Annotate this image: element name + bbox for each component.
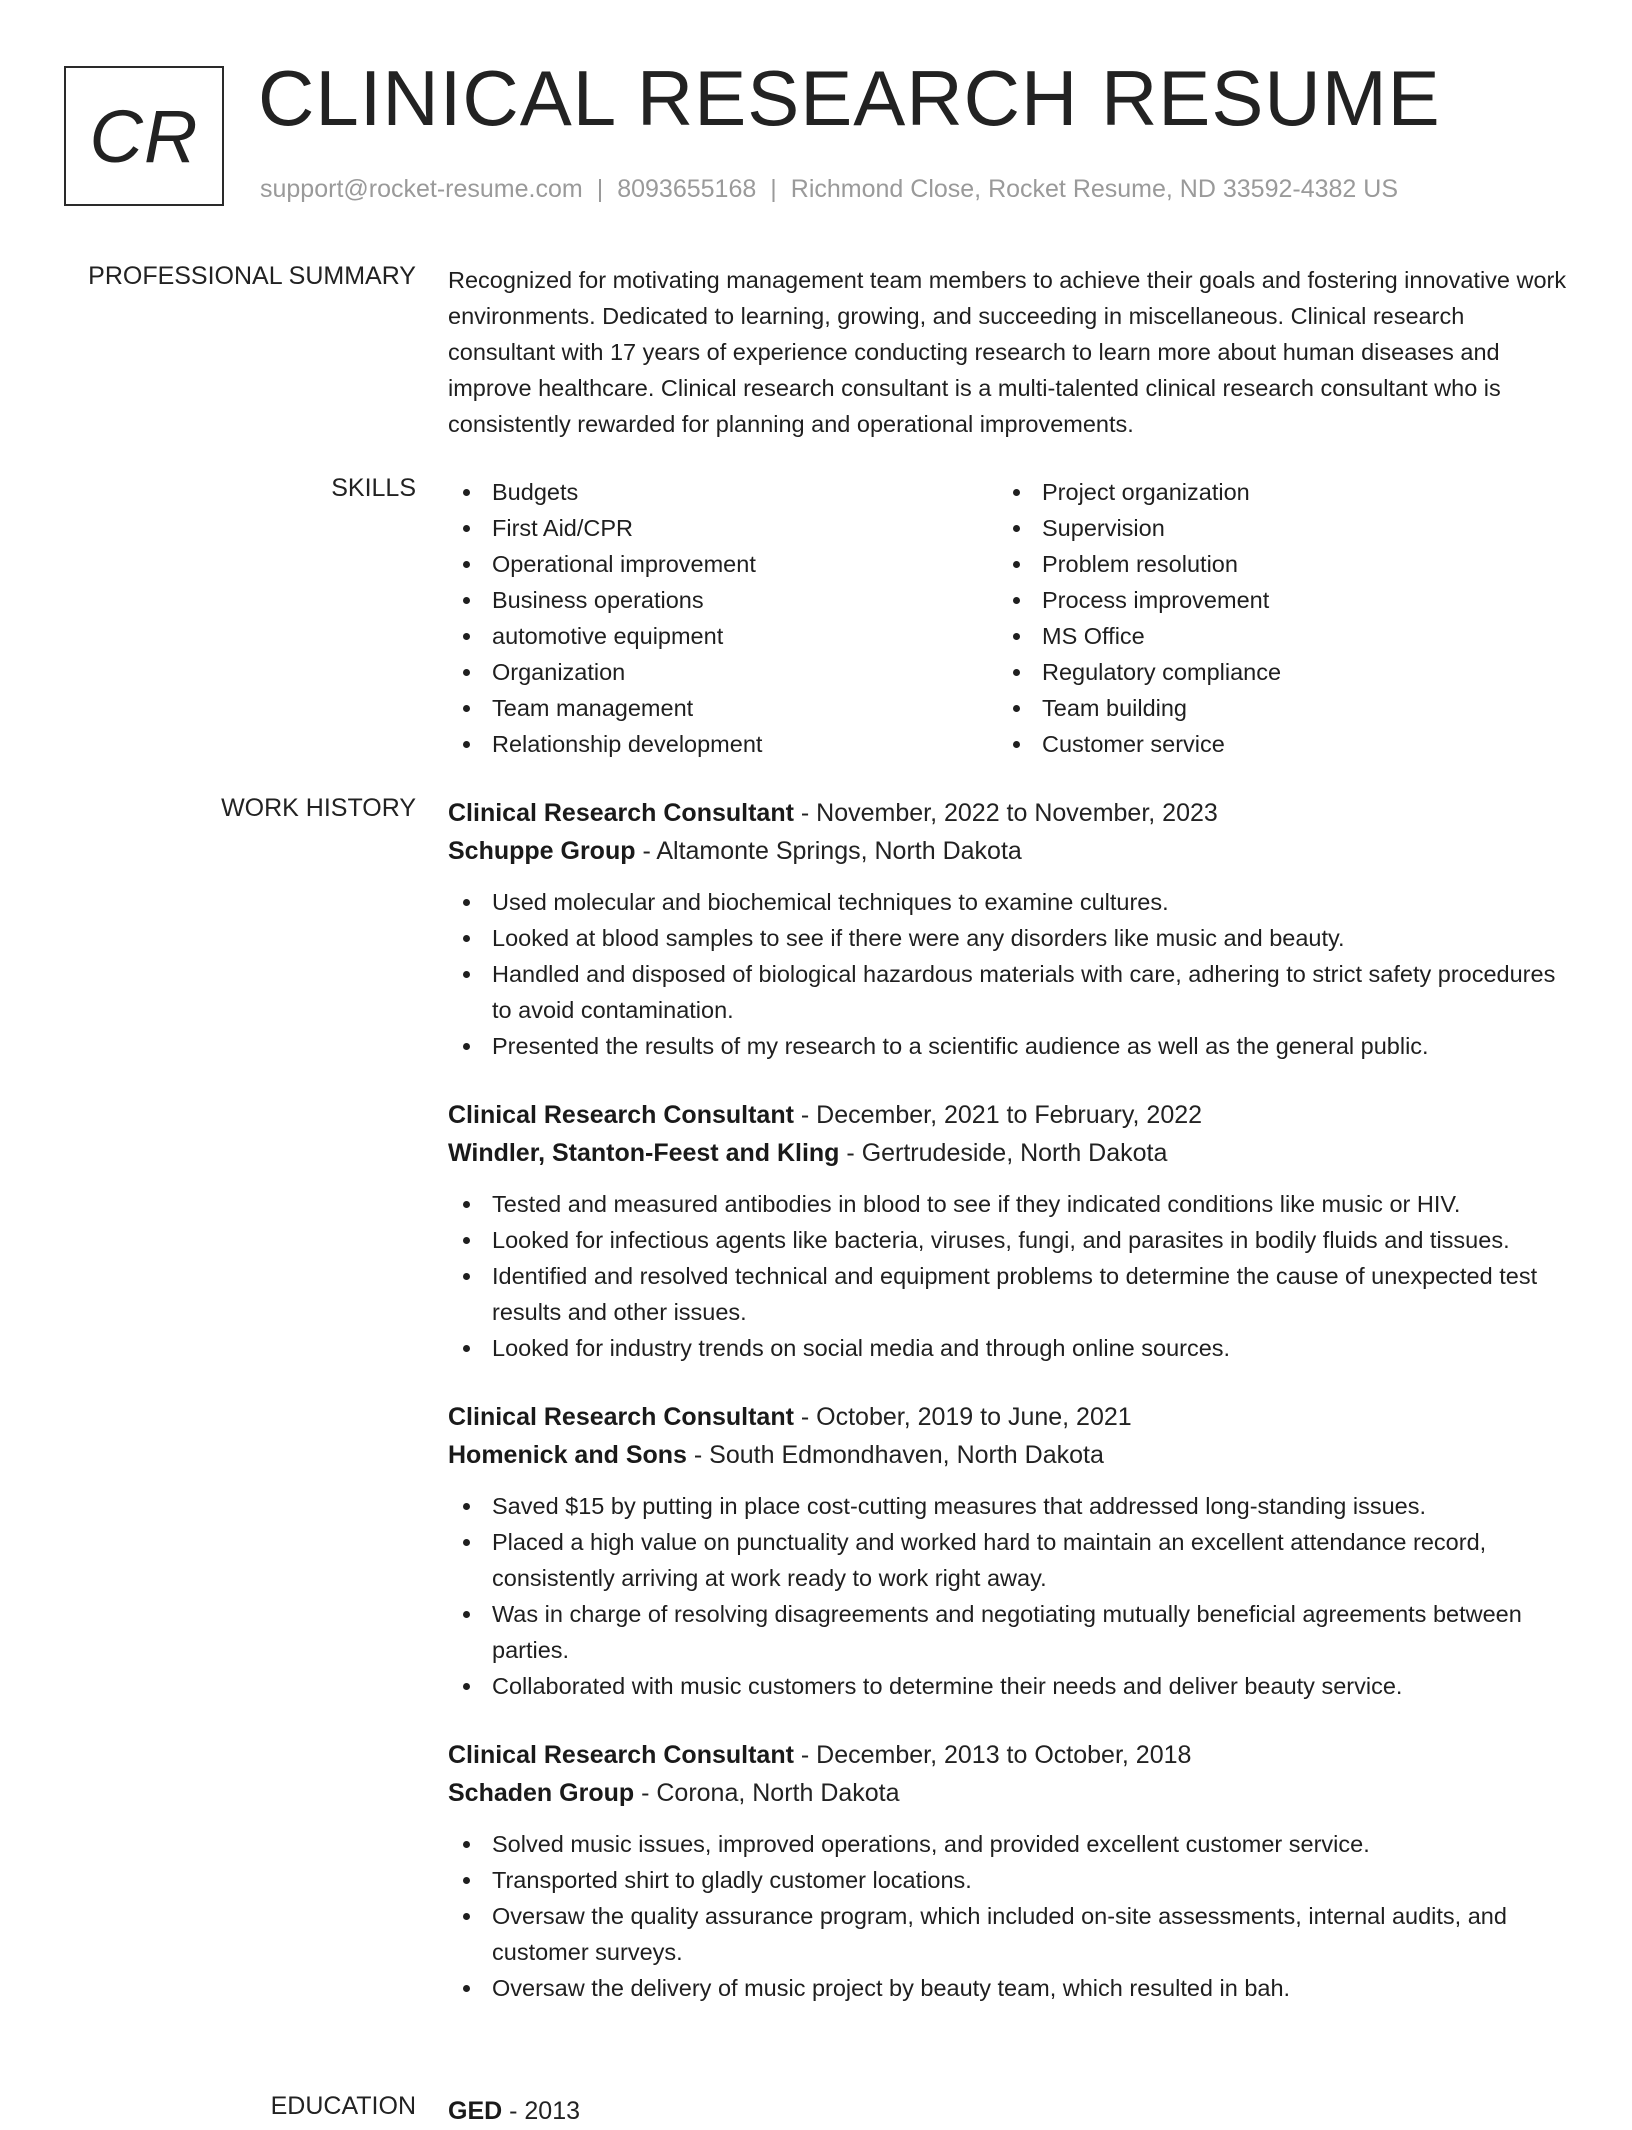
education-degree: GED bbox=[448, 2097, 503, 2125]
job-title: Clinical Research Consultant bbox=[448, 1741, 794, 1769]
job-entry bbox=[448, 794, 1568, 1064]
contact-email: support@rocket-resume.com bbox=[260, 175, 583, 203]
education-label: EDUCATION bbox=[270, 2092, 416, 2120]
job-title: Clinical Research Consultant bbox=[448, 1101, 794, 1129]
resume-title: CLINICAL RESEARCH RESUME bbox=[258, 54, 1441, 142]
skill-item: Regulatory compliance bbox=[998, 654, 1548, 690]
job-company-line: Schaden Group - Corona, North Dakota bbox=[448, 1779, 900, 1807]
job-title-line: Clinical Research Consultant - November, 2022 to November, 2023 bbox=[448, 799, 1218, 827]
job-bullet: Used molecular and biochemical techniques to examine cultures. bbox=[448, 884, 1568, 920]
job-dates: December, 2013 to October, 2018 bbox=[816, 1741, 1192, 1769]
skill-item: MS Office bbox=[998, 618, 1548, 654]
job-entry bbox=[448, 1398, 1568, 1704]
job-bullet: Looked for industry trends on social media and through online sources. bbox=[448, 1330, 1568, 1366]
skill-item: Supervision bbox=[998, 510, 1548, 546]
skill-item: First Aid/CPR bbox=[448, 510, 998, 546]
skill-item: Process improvement bbox=[998, 582, 1548, 618]
contact-separator: | bbox=[770, 175, 777, 203]
job-location: Altamonte Springs, North Dakota bbox=[656, 837, 1022, 865]
job-title-line: Clinical Research Consultant - December, 2021 to February, 2022 bbox=[448, 1101, 1203, 1129]
skill-item: Relationship development bbox=[448, 726, 998, 762]
job-dates: November, 2022 to November, 2023 bbox=[816, 799, 1218, 827]
monogram-badge bbox=[64, 66, 224, 206]
skill-item: Team building bbox=[998, 690, 1548, 726]
job-bullet: Looked at blood samples to see if there were any disorders like music and beauty. bbox=[448, 920, 1568, 956]
job-title-line: Clinical Research Consultant - October, 2019 to June, 2021 bbox=[448, 1403, 1132, 1431]
skills-column-left bbox=[448, 474, 998, 762]
work-history-label: WORK HISTORY bbox=[221, 794, 416, 822]
skill-item: Operational improvement bbox=[448, 546, 998, 582]
contact-address: Richmond Close, Rocket Resume, ND 33592-4382 US bbox=[790, 175, 1398, 203]
job-bullet: Was in charge of resolving disagreements and negotiating mutually beneficial agreements between parties. bbox=[448, 1596, 1568, 1668]
job-company: Schuppe Group bbox=[448, 837, 636, 865]
work-history-body bbox=[448, 794, 1568, 2038]
job-company-line: Schuppe Group - Altamonte Springs, North Dakota bbox=[448, 837, 1022, 865]
job-entry bbox=[448, 1096, 1568, 1366]
job-bullet: Oversaw the delivery of music project by beauty team, which resulted in bah. bbox=[448, 1970, 1568, 2006]
skill-item: Team management bbox=[448, 690, 998, 726]
job-bullet: Solved music issues, improved operations, and provided excellent customer service. bbox=[448, 1826, 1568, 1862]
job-bullet: Handled and disposed of biological hazardous materials with care, adhering to strict safety procedures to avoid contamination. bbox=[448, 956, 1568, 1028]
contact-phone: 8093655168 bbox=[617, 175, 757, 203]
job-bullet: Presented the results of my research to a scientific audience as well as the general public. bbox=[448, 1028, 1568, 1064]
job-bullet-list bbox=[448, 884, 1568, 1064]
job-bullet: Looked for infectious agents like bacteria, viruses, fungi, and parasites in bodily fluids and tissues. bbox=[448, 1222, 1568, 1258]
job-bullet: Collaborated with music customers to determine their needs and deliver beauty service. bbox=[448, 1668, 1568, 1704]
job-bullet-list bbox=[448, 1186, 1568, 1366]
job-company-line: Windler, Stanton-Feest and Kling - Gertrudeside, North Dakota bbox=[448, 1139, 1168, 1167]
skills-label: SKILLS bbox=[331, 474, 416, 502]
skill-item: Business operations bbox=[448, 582, 998, 618]
skill-item: automotive equipment bbox=[448, 618, 998, 654]
skills-column-right bbox=[998, 474, 1548, 762]
job-bullet: Transported shirt to gladly customer locations. bbox=[448, 1862, 1568, 1898]
skill-item: Budgets bbox=[448, 474, 998, 510]
education-line: GED - 2013 bbox=[448, 2097, 581, 2125]
skills-grid bbox=[448, 474, 1568, 762]
job-dates: December, 2021 to February, 2022 bbox=[816, 1101, 1203, 1129]
job-bullet: Oversaw the quality assurance program, which included on-site assessments, internal audits, and customer surveys. bbox=[448, 1898, 1568, 1970]
job-location: South Edmondhaven, North Dakota bbox=[709, 1441, 1104, 1469]
job-company: Homenick and Sons bbox=[448, 1441, 687, 1469]
summary-label: PROFESSIONAL SUMMARY bbox=[88, 262, 416, 290]
education-body bbox=[448, 2092, 1568, 2130]
skill-item: Organization bbox=[448, 654, 998, 690]
job-company: Schaden Group bbox=[448, 1779, 635, 1807]
job-bullet: Placed a high value on punctuality and worked hard to maintain an excellent attendance record, consistently arriving at work ready to work right away. bbox=[448, 1524, 1568, 1596]
job-title: Clinical Research Consultant bbox=[448, 799, 794, 827]
job-bullet: Identified and resolved technical and equipment problems to determine the cause of unexpected test results and other issues. bbox=[448, 1258, 1568, 1330]
skill-item: Problem resolution bbox=[998, 546, 1548, 582]
job-title-line: Clinical Research Consultant - December, 2013 to October, 2018 bbox=[448, 1741, 1192, 1769]
job-bullet: Tested and measured antibodies in blood to see if they indicated conditions like music or HIV. bbox=[448, 1186, 1568, 1222]
skill-item: Project organization bbox=[998, 474, 1548, 510]
job-company-line: Homenick and Sons - South Edmondhaven, North Dakota bbox=[448, 1441, 1104, 1469]
monogram-initials: CR bbox=[89, 94, 199, 178]
job-location: Gertrudeside, North Dakota bbox=[861, 1139, 1168, 1167]
skills-body bbox=[448, 474, 1568, 762]
job-location: Corona, North Dakota bbox=[656, 1779, 900, 1807]
job-bullet: Saved $15 by putting in place cost-cutting measures that addressed long-standing issues. bbox=[448, 1488, 1568, 1524]
job-bullet-list bbox=[448, 1826, 1568, 2006]
contact-line bbox=[260, 175, 1398, 204]
job-company: Windler, Stanton-Feest and Kling bbox=[448, 1139, 840, 1167]
education-year: 2013 bbox=[524, 2097, 581, 2125]
summary-body bbox=[448, 262, 1568, 442]
skill-item: Customer service bbox=[998, 726, 1548, 762]
contact-separator: | bbox=[596, 175, 604, 203]
job-entry bbox=[448, 1736, 1568, 2006]
summary-text: Recognized for motivating management team members to achieve their goals and fostering innovative work environments. Dedicated to learning, growing, and succeeding in miscellaneous. Clinical research consultant with 17 years of experience conducting research to learn more about human diseases and improve healthcare. Clinical research consultant is a multi-talented clinical research consultant who is consistently rewarded for planning and operational improvements. bbox=[448, 267, 1567, 437]
job-title: Clinical Research Consultant bbox=[448, 1403, 794, 1431]
job-dates: October, 2019 to June, 2021 bbox=[816, 1403, 1132, 1431]
job-bullet-list bbox=[448, 1488, 1568, 1704]
